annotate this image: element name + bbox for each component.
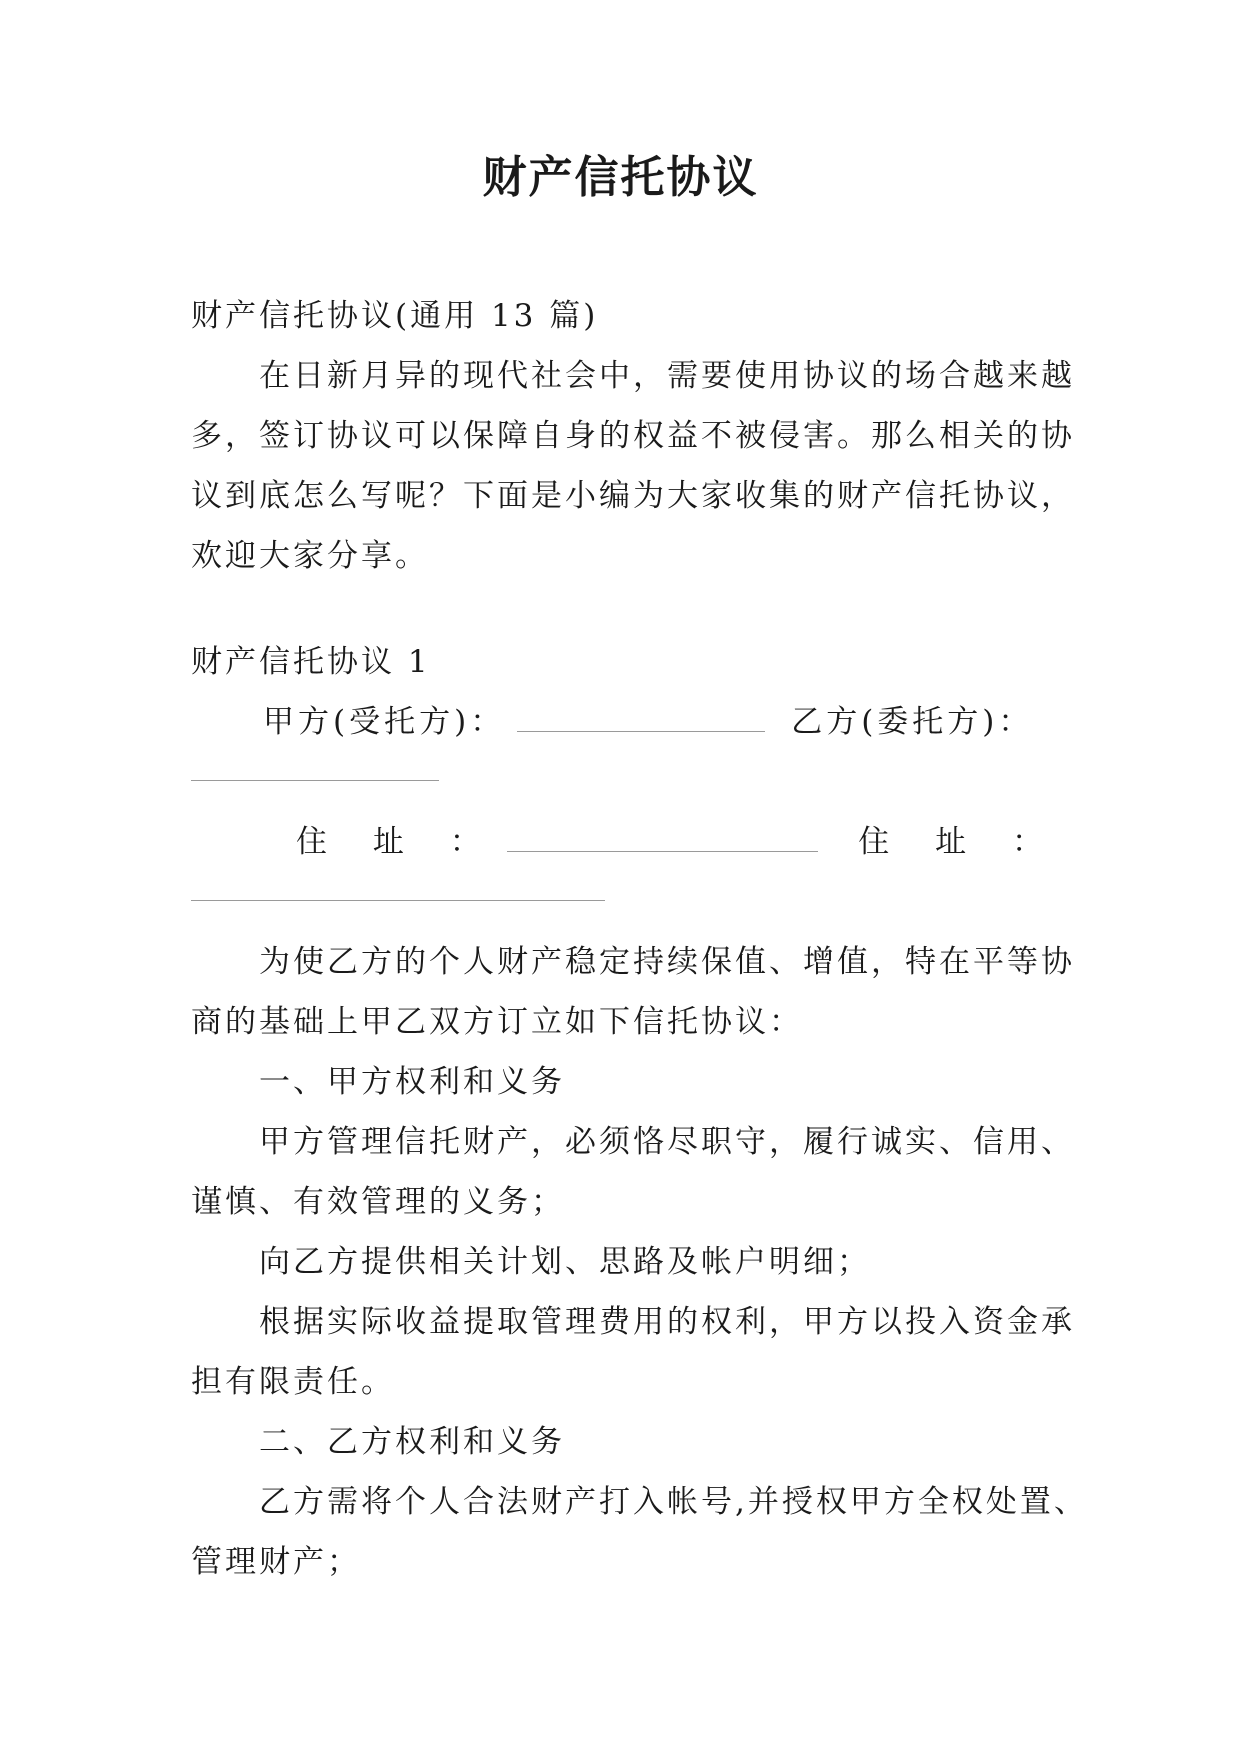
address-a-blank — [507, 825, 819, 852]
intro-line-4: 欢迎大家分享。 — [191, 538, 429, 574]
party-a-label: 甲方(受托方)： — [263, 704, 506, 740]
clause1-heading: 一、甲方权利和义务 — [259, 1064, 565, 1100]
document-title: 财产信托协议 — [482, 152, 759, 203]
clause1-p1-line-2: 谨慎、有效管理的义务； — [191, 1184, 565, 1220]
address-b-label: 住 址 ： — [858, 824, 1061, 860]
party-b-blank — [191, 780, 439, 781]
document-body — [191, 286, 1088, 1592]
party-b-label: 乙方(委托方)： — [791, 704, 1034, 740]
party-row — [191, 692, 1061, 752]
clause1-p3-line-2: 担有限责任。 — [191, 1364, 395, 1400]
clause1-p2: 向乙方提供相关计划、思路及帐户明细； — [259, 1244, 871, 1280]
document-subtitle: 财产信托协议(通用 13 篇) — [191, 298, 599, 334]
address-a-label: 住 址 ： — [296, 824, 499, 860]
clause2-p1-line-1: 乙方需将个人合法财产打入帐号,并授权甲方全权处置、 — [259, 1484, 1088, 1520]
intro-line-3: 议到底怎么写呢？下面是小编为大家收集的财产信托协议， — [191, 478, 1075, 514]
address-row — [191, 812, 1061, 872]
address-b-blank-line — [191, 872, 1061, 932]
purpose-line-2: 商的基础上甲乙双方订立如下信托协议： — [191, 1004, 803, 1040]
section-heading: 财产信托协议 1 — [191, 644, 431, 680]
paragraph-gap — [191, 586, 1061, 638]
clause1-p1-line-1: 甲方管理信托财产，必须恪尽职守，履行诚实、信用、 — [259, 1124, 1075, 1160]
party-b-blank-line — [191, 752, 1061, 812]
party-a-blank — [517, 705, 765, 732]
intro-line-1: 在日新月异的现代社会中，需要使用协议的场合越来越 — [259, 358, 1075, 394]
address-b-blank — [191, 900, 605, 901]
clause2-p1-line-2: 管理财产； — [191, 1544, 361, 1580]
clause2-heading: 二、乙方权利和义务 — [259, 1424, 565, 1460]
clause1-p3-line-1: 根据实际收益提取管理费用的权利，甲方以投入资金承 — [259, 1304, 1075, 1340]
purpose-line-1: 为使乙方的个人财产稳定持续保值、增值，特在平等协 — [259, 944, 1075, 980]
intro-line-2: 多，签订协议可以保障自身的权益不被侵害。那么相关的协 — [191, 418, 1075, 454]
